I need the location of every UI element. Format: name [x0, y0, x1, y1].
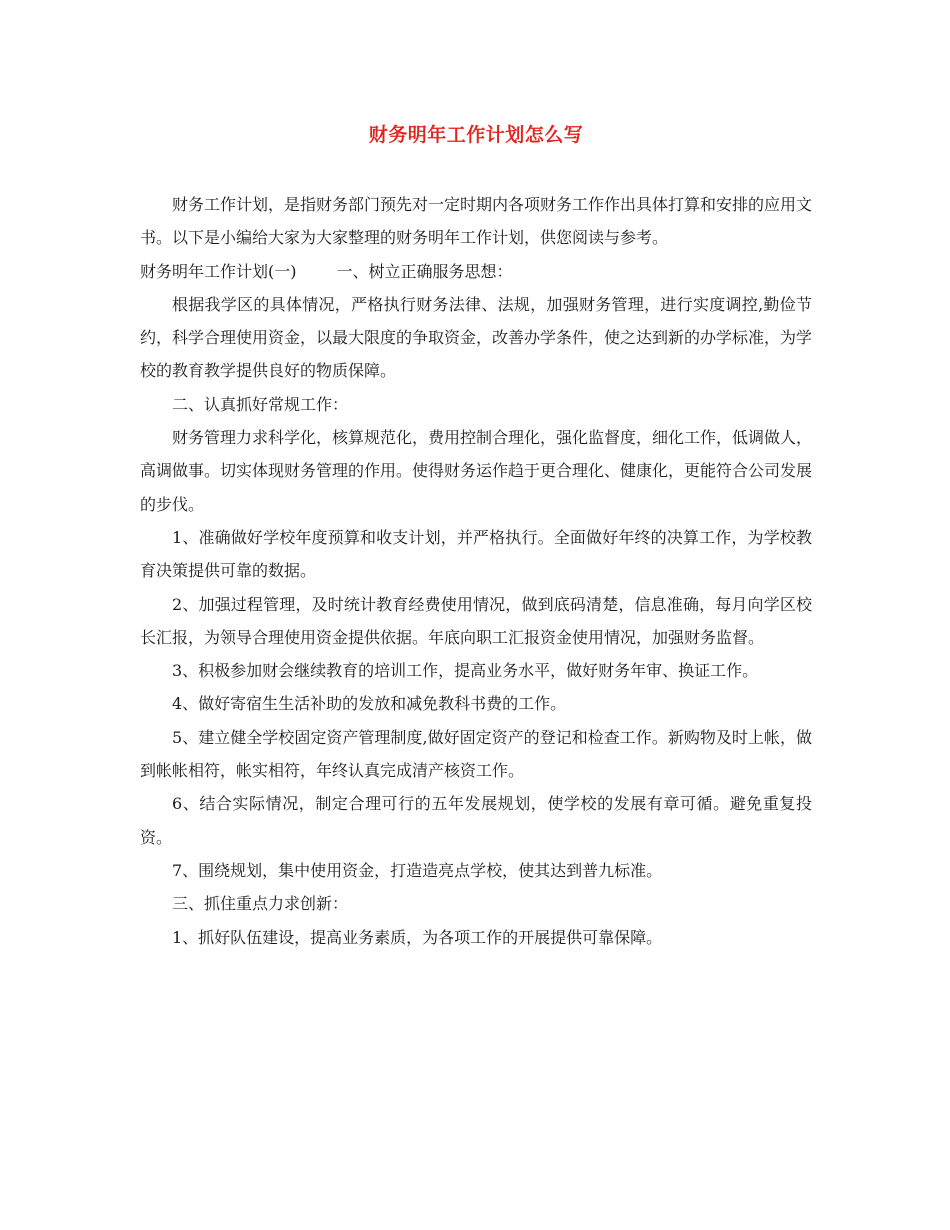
section-1-heading: 一、树立正确服务思想： [336, 261, 513, 281]
section-2-item-2: 2、加强过程管理，及时统计教育经费使用情况，做到底码清楚，信息准确，每月向学区校长汇报，为领导合理使用资金提供依据。年底向职工汇报资金使用情况，加强财务监督。 [140, 594, 812, 647]
section-2-item-6: 6、结合实际情况，制定合理可行的五年发展规划，使学校的发展有章可循。避免重复投资。 [140, 794, 812, 847]
intro-paragraph: 财务工作计划，是指财务部门预先对一定时期内各项财务工作作出具体打算和安排的应用文书。以下是小编给大家为大家整理的财务明年工作计划，供您阅读与参考。 [140, 195, 813, 248]
section-2-body: 财务管理力求科学化，核算规范化，费用控制合理化，强化监督度，细化工作，低调做人，高调做事。切实体现财务管理的作用。使得财务运作趋于更合理化、健康化，更能符合公司发展的步伐。 [140, 428, 813, 514]
section-3-heading: 三、抓住重点力求创新： [172, 894, 349, 914]
section-2-heading: 二、认真抓好常规工作： [172, 394, 349, 414]
section-2-item-4: 4、做好寄宿生生活补助的发放和减免教科书费的工作。 [172, 694, 567, 714]
document-body [140, 188, 812, 954]
plan-label: 财务明年工作计划(一) [140, 261, 297, 281]
section-2-item-7: 7、围绕规划，集中使用资金，打造造亮点学校，使其达到普九标准。 [172, 860, 663, 880]
document-title: 财务明年工作计划怎么写 [368, 124, 584, 146]
section-3-item-1: 1、抓好队伍建设，提高业务素质，为各项工作的开展提供可靠保障。 [172, 927, 663, 947]
plan-heading-line [140, 255, 812, 288]
section-2-item-3: 3、积极参加财会继续教育的培训工作，提高业务水平，做好财务年审、换证工作。 [172, 661, 759, 681]
section-2-item-5: 5、建立健全学校固定资产管理制度,做好固定资产的登记和检查工作。新购物及时上帐，做到帐帐相符，帐实相符，年终认真完成清产核资工作。 [140, 727, 812, 781]
section-1-body: 根据我学区的具体情况，严格执行财务法律、法规，加强财务管理，进行实度调控,勤俭节约，科学合理使用资金，以最大限度的争取资金，改善办学条件，使之达到新的办学标准，为学校的教育教学提供良好的物质保障。 [140, 294, 813, 381]
section-2-item-1: 1、准确做好学校年度预算和收支计划，并严格执行。全面做好年终的决算工作，为学校教育决策提供可靠的数据。 [140, 527, 812, 581]
